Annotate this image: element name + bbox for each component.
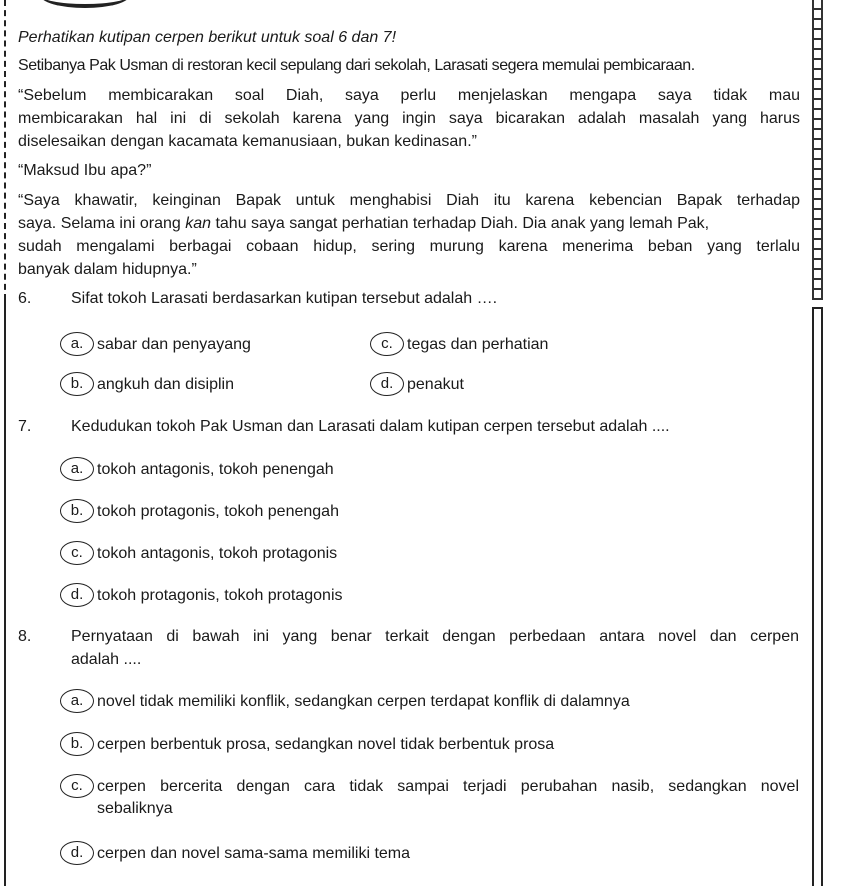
option-letter-circle: c. — [60, 541, 94, 565]
option-text: tokoh protagonis, tokoh protagonis — [97, 587, 343, 604]
option-text: cerpen dan novel sama-sama memiliki tema — [97, 845, 411, 862]
left-border — [4, 300, 6, 886]
option-text: cerpen bercerita dengan cara tidak sampai terjadi perubahan nasib, sedangkan novel — [97, 778, 799, 795]
passage-line: saya. Selama ini orang kan tahu saya sangat perhatian terhadap Diah. Dia anak yang lemah Pak, — [18, 215, 710, 232]
option-letter-circle: a. — [60, 689, 94, 713]
option-text: tokoh antagonis, tokoh protagonis — [97, 545, 338, 562]
option-letter-circle: d. — [60, 583, 94, 607]
left-cut-line — [4, 0, 6, 300]
option-text: novel tidak memiliki konflik, sedangkan cerpen terdapat konflik di dalamnya — [97, 693, 630, 710]
question-number: 7. — [18, 418, 32, 435]
intro-instruction: Perhatikan kutipan cerpen berikut untuk soal 6 dan 7! — [18, 29, 397, 46]
option-text: cerpen berbentuk prosa, sedangkan novel tidak berbentuk prosa — [97, 736, 555, 753]
passage-line: diselesaikan dengan kacamata kemanusiaan, bukan kedinasan.” — [18, 133, 477, 150]
question-8 — [18, 626, 800, 670]
option-letter-circle: d. — [60, 841, 94, 865]
question-text-continued: adalah .... — [71, 651, 142, 668]
question-text: Kedudukan tokoh Pak Usman dan Larasati dalam kutipan cerpen tersebut adalah .... — [71, 418, 670, 435]
option-letter-circle: b. — [60, 732, 94, 756]
option-letter-circle: b. — [60, 499, 94, 523]
passage-line: “Saya khawatir, keinginan Bapak untuk menghabisi Diah itu karena kebencian Bapak terhadap — [18, 192, 800, 209]
italic-word: kan — [185, 215, 211, 232]
option-text: tokoh protagonis, tokoh penengah — [97, 503, 339, 520]
right-border — [812, 307, 823, 886]
option-text: penakut — [407, 376, 464, 393]
option-text: sabar dan penyayang — [97, 336, 251, 353]
question-text: Sifat tokoh Larasati berdasarkan kutipan tersebut adalah …. — [71, 290, 498, 307]
top-decoration-arc — [40, 0, 130, 8]
option-letter-circle: d. — [370, 372, 404, 396]
passage-line: membicarakan hal ini di sekolah karena yang ingin saya bicarakan adalah masalah yang harus — [18, 110, 800, 127]
passage-line: Setibanya Pak Usman di restoran kecil sepulang dari sekolah, Larasati segera memulai pembicaraan. — [18, 57, 695, 74]
passage-line: “Maksud Ibu apa?” — [18, 162, 152, 179]
option-letter-circle: c. — [60, 774, 94, 798]
option-letter-circle: a. — [60, 457, 94, 481]
passage-line: “Sebelum membicarakan soal Diah, saya perlu menjelaskan mengapa saya tidak mau — [18, 87, 800, 104]
passage-line: sudah mengalami berbagai cobaan hidup, sering murung karena menerima beban yang terlalu — [18, 238, 800, 255]
right-binding-ladder — [812, 0, 823, 300]
question-text: Pernyataan di bawah ini yang benar terkait dengan perbedaan antara novel dan cerpen — [71, 628, 799, 645]
option-letter-circle: b. — [60, 372, 94, 396]
option-text: angkuh dan disiplin — [97, 376, 234, 393]
option-text: tegas dan perhatian — [407, 336, 549, 353]
option-letter-circle: c. — [370, 332, 404, 356]
option-letter-circle: a. — [60, 332, 94, 356]
option-text: tokoh antagonis, tokoh penengah — [97, 461, 334, 478]
option-text-continued: sebaliknya — [97, 800, 173, 817]
question-number: 6. — [18, 290, 32, 307]
question-number: 8. — [18, 628, 32, 645]
passage-line: banyak dalam hidupnya.” — [18, 261, 197, 278]
